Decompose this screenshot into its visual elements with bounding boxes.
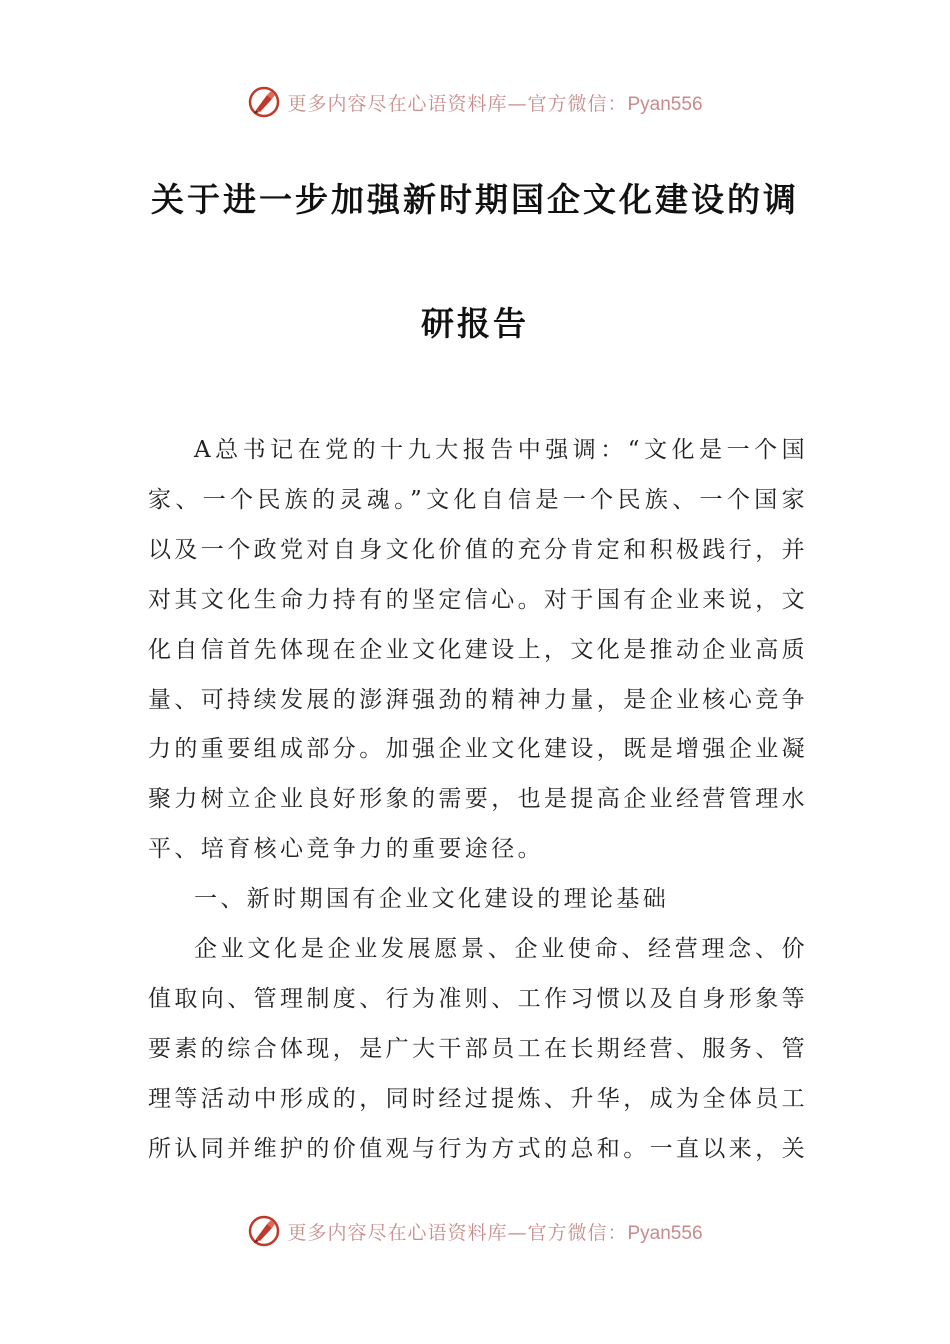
body-paragraph-2: 企业文化是企业发展愿景、企业使命、经营理念、价值取向、管理制度、行为准则、工作习惯以及自身形象等要素的综合体现，是广大干部员工在长期经营、服务、管理等活动中形成的，同时经过提炼、升华，成为全体员工所认同并维护的价值观与行为方式的总和。一直以来，关 [148, 936, 808, 1162]
document-body [148, 426, 808, 1175]
document-title-line-1: 关于进一步加强新时期国企文化建设的调 [151, 180, 799, 219]
footer-watermark [0, 1211, 950, 1251]
header-watermark [0, 82, 950, 122]
wechat-id: Pyan556 [627, 93, 703, 115]
watermark-text: 更多内容尽在心语资料库—官方微信：Pyan556 [287, 1221, 703, 1244]
section-heading-1: 一、新时期国有企业文化建设的理论基础 [194, 886, 670, 913]
pen-nib-logo-icon [247, 1214, 281, 1248]
pen-nib-logo-icon [247, 85, 281, 119]
watermark-text: 更多内容尽在心语资料库—官方微信：Pyan556 [287, 92, 703, 115]
document-title-line-2: 研报告 [421, 304, 529, 343]
body-paragraph-1: A总书记在党的十九大报告中强调：“文化是一个国家、一个民族的灵魂。”文化自信是一个民族、一个国家以及一个政党对自身文化价值的充分肯定和积极践行，并对其文化生命力持有的坚定信心。对于国有企业来说，文化自信首先体现在企业文化建设上，文化是推动企业高质量、可持续发展的澎湃强劲的精神力量，是企业核心竞争力的重要组成部分。加强企业文化建设，既是增强企业凝聚力树立企业良好形象的需要，也是提高企业经营管理水平、培育核心竞争力的重要途径。 [148, 437, 808, 863]
wechat-id: Pyan556 [627, 1222, 703, 1244]
